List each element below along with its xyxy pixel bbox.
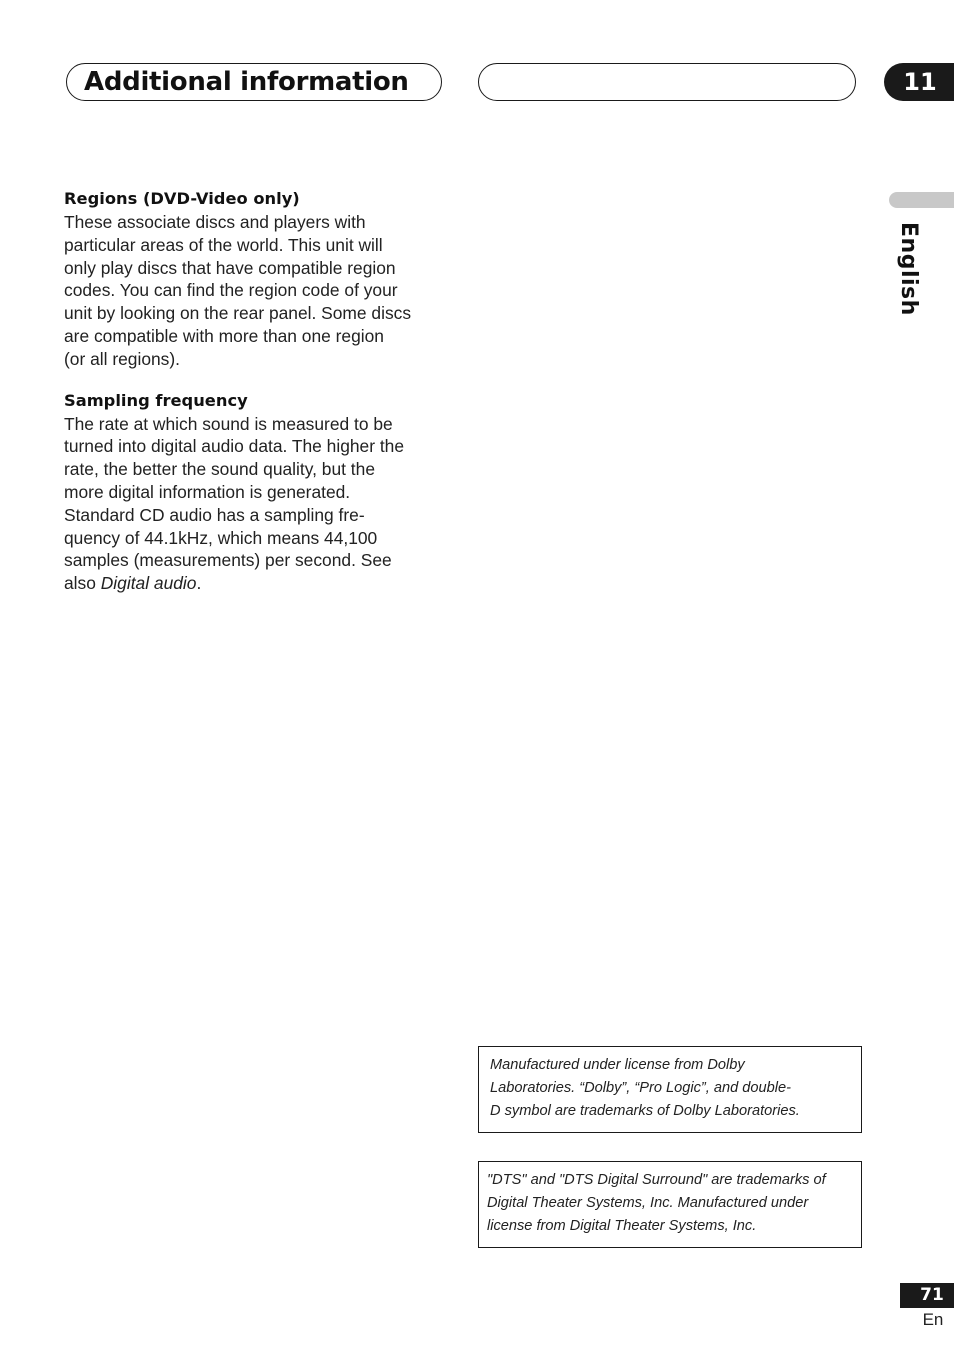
glossary-term: Regions (DVD-Video only) (64, 189, 300, 208)
page-number: 71 (920, 1285, 944, 1305)
definition-line: quency of 44.1kHz, which means 44,100 (64, 527, 378, 548)
notice-line: Manufactured under license from Dolby (490, 1057, 745, 1073)
dts-trademark-notice (478, 1161, 862, 1248)
section-title: Additional information (84, 67, 409, 97)
definition-line: are compatible with more than one region (64, 325, 384, 346)
glossary-entry-sampling-frequency (64, 389, 448, 595)
notice-line: Digital Theater Systems, Inc. Manufactured under (487, 1194, 809, 1211)
definition-line: turned into digital audio data. The higher the (64, 436, 405, 457)
chapter-number: 11 (903, 68, 937, 96)
glossary-term: Sampling frequency (64, 390, 248, 410)
definition-line: These associate discs and players with (64, 212, 366, 232)
notice-line: D symbol are trademarks of Dolby Laboratories. (490, 1102, 800, 1119)
notice-line: Laboratories. “Dolby”, “Pro Logic”, and double- (490, 1079, 791, 1096)
notice-line: "DTS" and "DTS Digital Surround" are trademarks of (487, 1172, 826, 1188)
notice-line: license from Digital Theater Systems, Inc. (487, 1217, 757, 1234)
definition-line: The rate at which sound is measured to be (64, 413, 393, 434)
definition-line: Standard CD audio has a sampling fre- (64, 504, 365, 525)
page-language-code: En (922, 1310, 944, 1329)
definition-line: particular areas of the world. This unit will (64, 234, 383, 255)
definition-line: unit by looking on the rear panel. Some discs (64, 303, 412, 324)
definition-line: codes. You can find the region code of your (64, 280, 398, 301)
definition-text: . (196, 573, 202, 594)
glossary-column (64, 187, 448, 595)
entry-spacer (64, 371, 448, 389)
definition-line: (or all regions). (64, 348, 180, 369)
definition-line: samples (measurements) per second. See (64, 550, 392, 571)
language-tab (889, 192, 954, 208)
header-blank-frame (478, 63, 856, 101)
definition-text: also (64, 573, 101, 594)
definition-line: more digital information is generated. (64, 481, 351, 502)
definition-line: rate, the better the sound quality, but the (64, 459, 375, 480)
definition-line: only play discs that have compatible region (64, 257, 396, 278)
language-label: English (896, 222, 921, 316)
dolby-trademark-notice (478, 1046, 862, 1133)
definition-line (64, 572, 448, 595)
cross-reference-link[interactable]: Digital audio (100, 573, 197, 594)
glossary-entry-regions (64, 187, 448, 371)
